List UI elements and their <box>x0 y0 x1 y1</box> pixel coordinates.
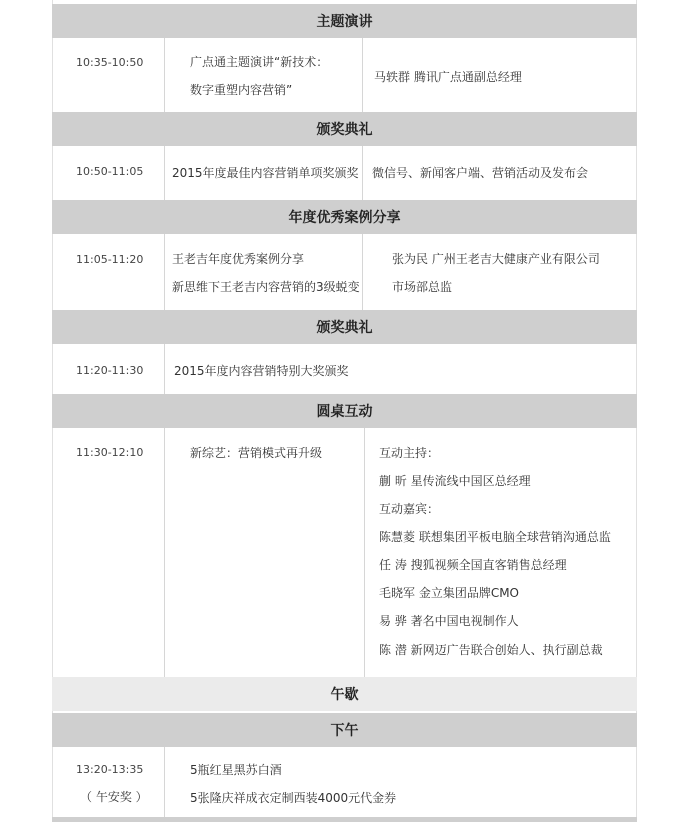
roundtable-guests-label: 互动嘉宾： <box>379 502 440 516</box>
roundtable-guest: 陈慧菱 联想集团平板电脑全球营销沟通总监 <box>379 530 611 544</box>
case-topic-line-1: 王老吉年度优秀案例分享 <box>172 252 305 266</box>
roundtable-host-label: 互动主持： <box>379 446 440 460</box>
column-divider <box>364 428 365 677</box>
column-divider <box>164 234 165 310</box>
case-speaker-line-1: 张为民 广州王老吉大健康产业有限公司 <box>392 252 600 266</box>
column-divider <box>362 234 363 310</box>
case-speaker-line-2: 市场部总监 <box>392 280 453 294</box>
bottom-divider-bar <box>52 817 637 822</box>
afternoon-time-note: （ 午安奖 ） <box>80 790 148 804</box>
column-divider <box>164 146 165 200</box>
award-1-speaker: 微信号、新闻客户端、营销活动及发布会 <box>372 166 589 180</box>
section-header-case: 年度优秀案例分享 <box>52 200 637 234</box>
award-2-topic: 2015年度内容营销特别大奖颁奖 <box>174 364 349 378</box>
case-topic-line-2: 新思维下王老吉内容营销的3级蜕变 <box>172 280 360 294</box>
column-divider <box>164 428 165 677</box>
afternoon-time: 13:20-13:35 <box>76 763 144 776</box>
roundtable-guest: 陈 潜 新网迈广告联合创始人、执行副总裁 <box>379 643 603 657</box>
section-header-award-1: 颁奖典礼 <box>52 112 637 146</box>
column-divider <box>362 38 363 112</box>
award-1-topic: 2015年度最佳内容营销单项奖颁奖 <box>172 166 359 180</box>
roundtable-host: 蒯 昕 星传流线中国区总经理 <box>379 474 531 488</box>
section-header-keynote: 主题演讲 <box>52 4 637 38</box>
roundtable-guest: 易 骅 著名中国电视制作人 <box>379 614 519 628</box>
award-2-time: 11:20-11:30 <box>76 364 144 377</box>
keynote-topic-line-1: 广点通主题演讲“新技术： <box>190 55 329 69</box>
keynote-time: 10:35-10:50 <box>76 56 144 69</box>
afternoon-prize-line-2: 5张隆庆祥成衣定制西装4000元代金券 <box>190 791 397 805</box>
roundtable-time: 11:30-12:10 <box>76 446 144 459</box>
column-divider <box>164 344 165 394</box>
section-header-lunch: 午歇 <box>52 677 637 711</box>
keynote-topic-line-2: 数字重塑内容营销” <box>190 83 293 97</box>
afternoon-prize-line-1: 5瓶红星黑苏白酒 <box>190 763 282 777</box>
section-header-afternoon: 下午 <box>52 713 637 747</box>
column-divider <box>362 146 363 200</box>
column-divider <box>164 38 165 112</box>
roundtable-guest: 任 涛 搜狐视频全国直客销售总经理 <box>379 558 567 572</box>
section-header-award-2: 颁奖典礼 <box>52 310 637 344</box>
column-divider <box>164 747 165 817</box>
section-header-roundtable: 圆桌互动 <box>52 394 637 428</box>
award-1-time: 10:50-11:05 <box>76 165 144 178</box>
case-time: 11:05-11:20 <box>76 253 144 266</box>
roundtable-topic: 新综艺：营销模式再升级 <box>190 446 323 460</box>
roundtable-guest: 毛晓军 金立集团品牌CMO <box>379 586 519 600</box>
keynote-speaker: 马轶群 腾讯广点通副总经理 <box>374 70 522 84</box>
